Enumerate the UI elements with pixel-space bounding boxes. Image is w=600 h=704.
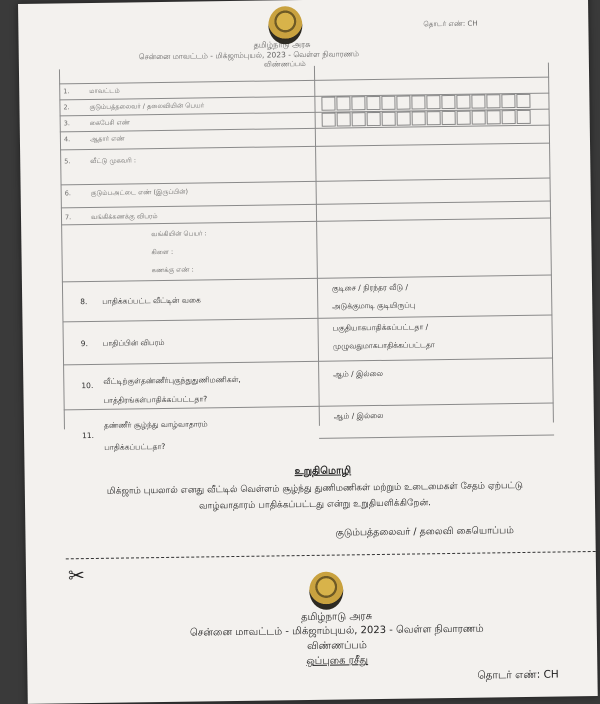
field-label-district: மாவட்டம் bbox=[89, 86, 120, 95]
field-label-mobile: கைபேசி எண் bbox=[89, 118, 131, 127]
receipt-government-title: தமிழ்நாடு அரசு bbox=[301, 611, 373, 624]
option-fully-damaged[interactable]: முழுவதுமாகபாதிக்கப்பட்டதா bbox=[332, 340, 435, 351]
table-border-right bbox=[548, 63, 554, 423]
signature-label: குடும்பத்தலைவர் / தலைவி கையொப்பம் bbox=[335, 525, 514, 539]
option-house-type-1[interactable]: குடிசை / நிரந்தர வீடு / bbox=[331, 282, 409, 293]
scissors-icon: ✂ bbox=[67, 563, 85, 588]
question-water-entered-2: பாத்திரங்கள்பாதிக்கப்பட்டதா? bbox=[103, 394, 208, 405]
serial-number-bottom: தொடர் எண்: CH bbox=[477, 668, 559, 682]
declaration-title: உறுதிமொழி bbox=[294, 465, 352, 478]
name-entry-boxes[interactable] bbox=[321, 94, 531, 111]
table-divider bbox=[314, 66, 320, 426]
cut-line bbox=[66, 551, 598, 560]
question-livelihood: தண்ணீர் சூழ்ந்து வாழ்வாதாரம் bbox=[103, 419, 208, 430]
question-water-entered: வீட்டிற்குள்தண்ணீர்புகுந்துதுணிமணிகள், bbox=[103, 374, 241, 386]
account-number-label: கணக்கு எண் : bbox=[151, 265, 194, 275]
question-livelihood-2: பாதிக்கப்பட்டதா? bbox=[104, 441, 166, 452]
option-house-type-2[interactable]: அடுக்குமாடி குடியிருப்பு bbox=[332, 300, 416, 311]
tamilnadu-emblem-icon bbox=[268, 6, 303, 44]
mobile-entry-boxes[interactable] bbox=[322, 110, 532, 127]
field-label-bank: வங்கிக்கணக்கு விபரம் bbox=[90, 212, 158, 221]
district-title: சென்னை மாவட்டம் - மிக்ஜாம்புயல், 2023 - வெள்ள நிவாரணம் bbox=[138, 49, 360, 62]
field-label-head-name: குடும்பத்தலைவர் / தலைவியின் பெயர் bbox=[89, 101, 205, 111]
receipt-district-title: சென்னை மாவட்டம் - மிக்ஜாம்புயல், 2023 - வெள்ள நிவாரணம் bbox=[189, 623, 484, 639]
application-form-table: 1. மாவட்டம் 2. குடும்பத்தலைவர் / தலைவியின் பெயர் 3. கைபேசி எண் 4. ஆதார் எண் 5. வீட்டு முகவரி : 6. குடும்பஅட்டை எண் (இருப்பின்) 7. வங்கிக்கணக்கு விபரம் வங்கியின் பெயர் : கிளை : கணக்கு எண் : 8. பாதிக்கப்பட்ட வீட்டின் வகை குடிசை / நிரந்தர வீடு / அடுக்குமாடி குடியிருப்பு 9. பாதிப்பின் விபரம் பகுதியாகபாதிக்கப்பட்டதா / முழுவதுமாகபாதிக்கப்பட்டதா 10. வீட்டிற்குள்தண்ணீர்புகுந்துதுணிமணிகள், பாத்திரங்கள்பாதிக்கப்பட்டதா? ஆம் / இல்லை 11. தண்ணீர் சூழ்ந்து வாழ்வாதாரம் பாதிக்கப்பட்டதா? ஆம் / இல்லை bbox=[59, 63, 555, 470]
field-label-ration-card: குடும்பஅட்டை எண் (இருப்பின்) bbox=[90, 187, 189, 197]
receipt-form-title: விண்ணப்பம் bbox=[307, 640, 367, 653]
form-paper bbox=[18, 0, 598, 704]
question-house-type: பாதிக்கப்பட்ட வீட்டின் வகை bbox=[102, 295, 201, 306]
option-partially-damaged[interactable]: பகுதியாகபாதிக்கப்பட்டதா / bbox=[332, 322, 429, 333]
receipt-title: ஒப்புகை ரசீது bbox=[306, 655, 369, 668]
declaration-line-1: மிக்ஜாம் புயலால் எனது வீட்டில் வெள்ளம் சூழ்ந்து துணிமணிகள் மற்றும் உடைமைகள் சேதம் ஏற்பட்டு bbox=[106, 480, 523, 497]
tamilnadu-emblem-icon bbox=[309, 571, 344, 609]
option-yes-no-10[interactable]: ஆம் / இல்லை bbox=[333, 368, 383, 379]
form-title: விண்ணப்பம் bbox=[263, 59, 306, 69]
question-damage-details: பாதிப்பின் விபரம் bbox=[102, 337, 165, 348]
serial-number-top: தொடர் எண்: CH bbox=[423, 19, 478, 29]
bank-name-label: வங்கியின் பெயர் : bbox=[151, 229, 207, 239]
declaration-line-2: வாழ்வாதாரம் பாதிக்கப்பட்டது என்று உறுதியளிக்கிறேன். bbox=[199, 498, 432, 512]
field-label-address: வீட்டு முகவரி : bbox=[90, 156, 137, 165]
field-label-aadhaar: ஆதார் எண் bbox=[89, 134, 125, 143]
government-title: தமிழ்நாடு அரசு bbox=[253, 39, 311, 50]
option-yes-no-11[interactable]: ஆம் / இல்லை bbox=[333, 410, 384, 421]
branch-label: கிளை : bbox=[151, 247, 174, 257]
